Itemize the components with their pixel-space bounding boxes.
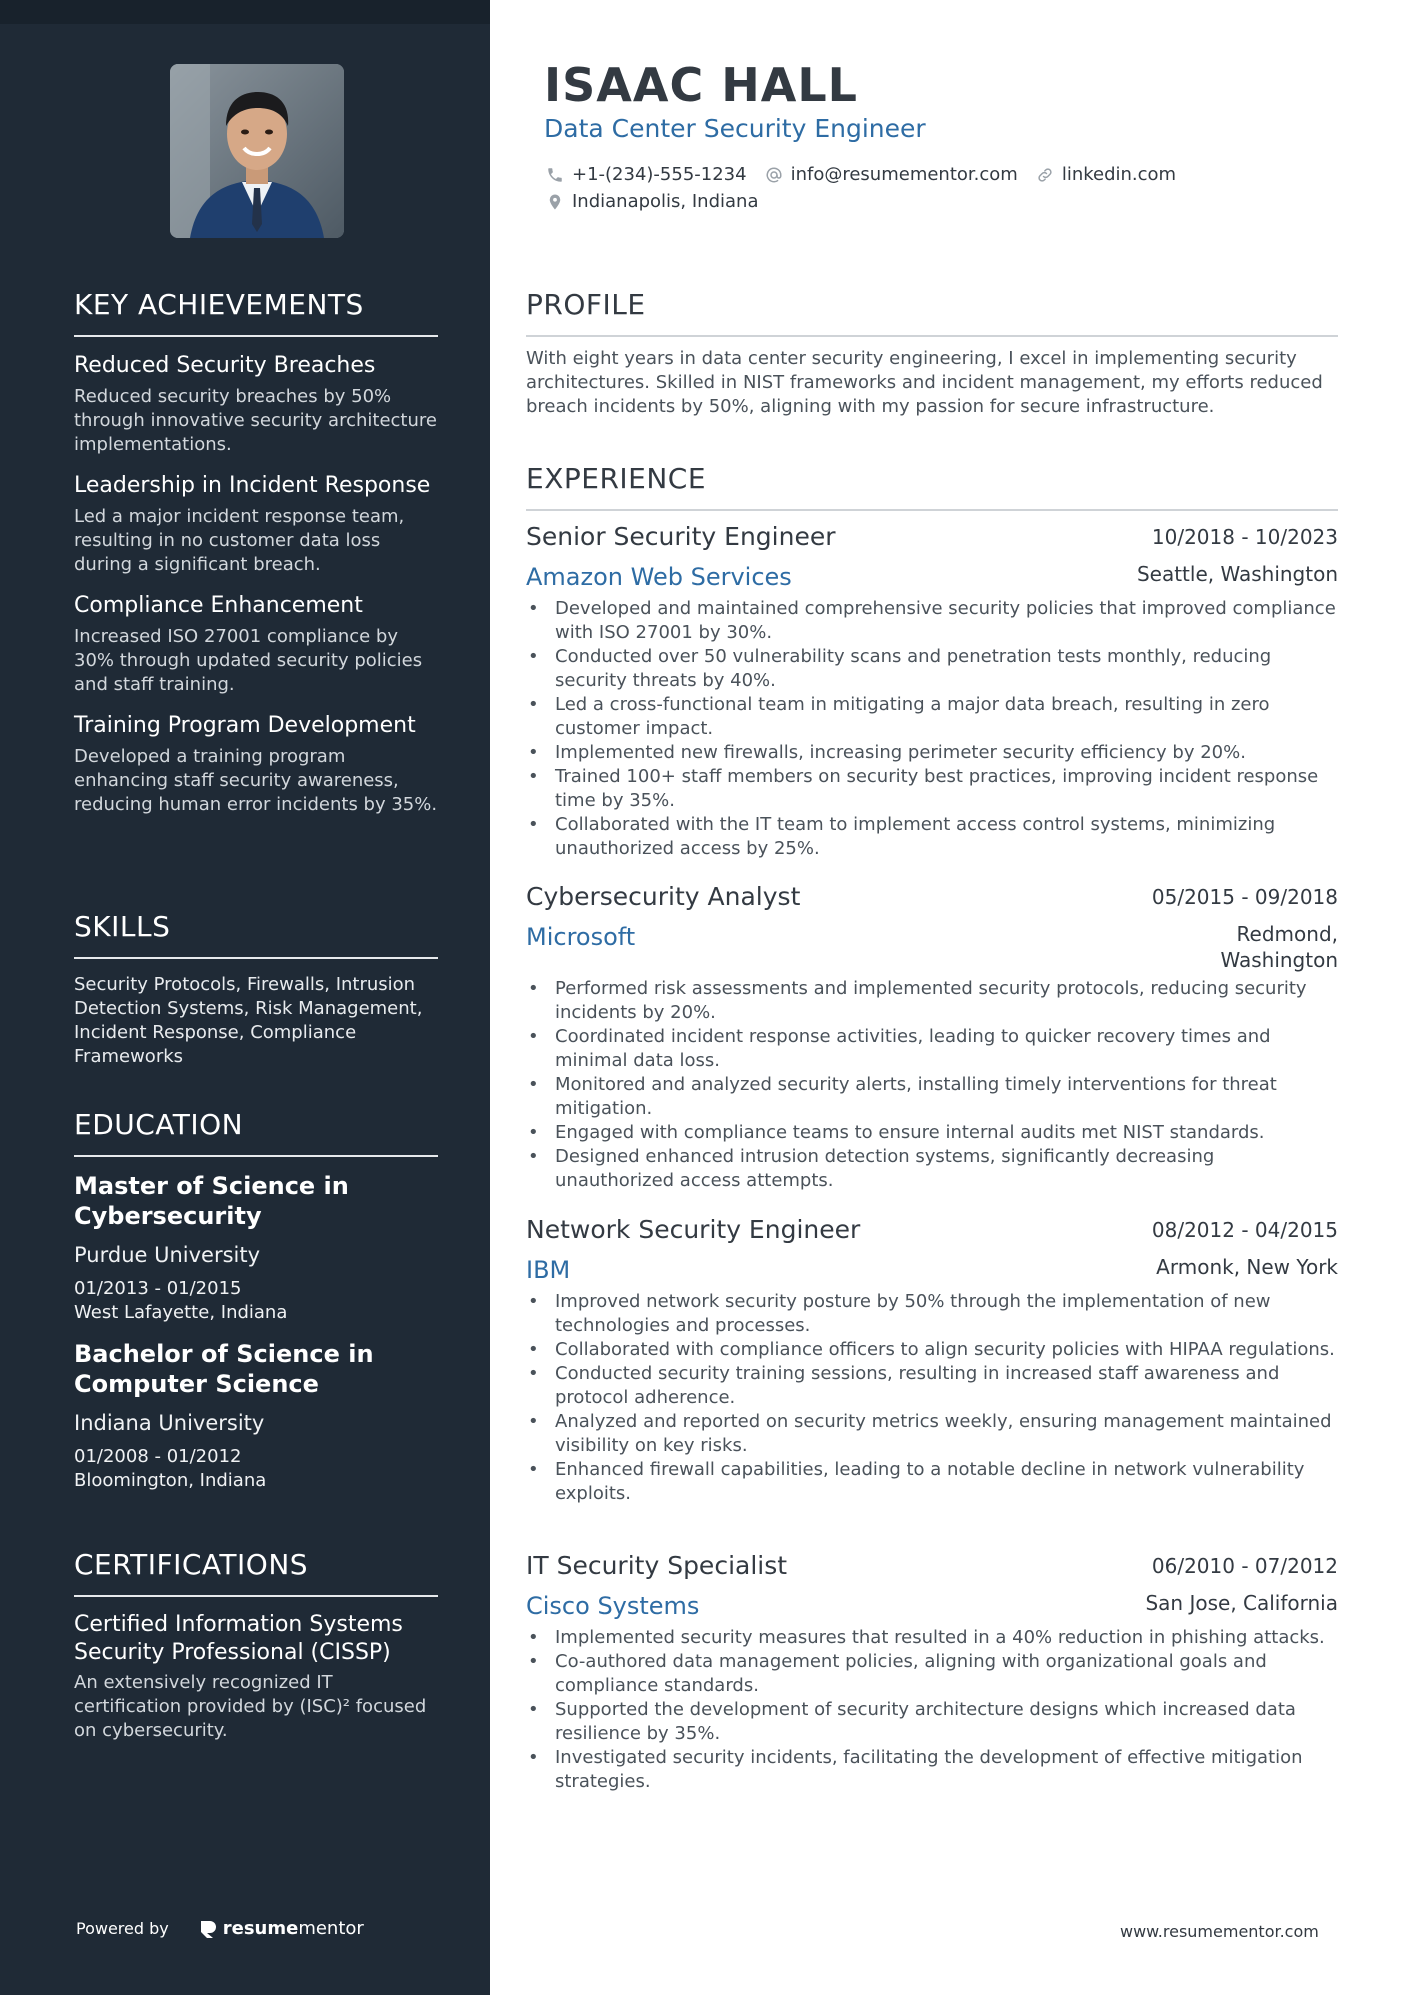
list-item: • Collaborated with the IT team to implement access control systems, minimizing unauthorized access by 25%.: [526, 813, 1338, 861]
job-location-line2: Washington: [1220, 948, 1338, 972]
achievement-desc: Increased ISO 27001 compliance by 30% through updated security policies and staff training.: [74, 626, 423, 695]
certification-item: [74, 1611, 438, 1743]
sidebar-top-band: [0, 0, 490, 24]
powered-by: [76, 1918, 364, 1939]
achievement-desc: Led a major incident response team, resulting in no customer data loss during a significant breach.: [74, 506, 405, 575]
list-item: • Led a cross-functional team in mitigating a major data breach, resulting in zero customer impact.: [526, 693, 1338, 741]
location-pin-icon: [546, 193, 564, 211]
achievements-heading: KEY ACHIEVEMENTS: [74, 288, 438, 337]
job-bullets: [526, 977, 1338, 1193]
profile-text: With eight years in data center security engineering, I excel in implementing security architectures. Skilled in NIST frameworks and incident management, my efforts reduced breach incidents by 50%, aligning with my passion for secure infrastructure.: [526, 348, 1323, 417]
achievement-title: Leadership in Incident Response: [74, 473, 431, 498]
footer-url[interactable]: www.resumementor.com: [1120, 1922, 1319, 1941]
location-row: [546, 191, 759, 212]
achievement-item: [74, 471, 438, 577]
list-item: • Conducted security training sessions, resulting in increased staff awareness and protocol adherence.: [526, 1362, 1338, 1410]
link-icon: [1036, 166, 1054, 184]
list-item: • Developed and maintained comprehensive security policies that improved compliance with ISO 27001 by 30%.: [526, 597, 1338, 645]
education-item: [74, 1171, 438, 1325]
job-entry: [526, 881, 1338, 1193]
achievement-title: Compliance Enhancement: [74, 593, 363, 618]
list-item: • Collaborated with compliance officers to align security policies with HIPAA regulations.: [526, 1338, 1338, 1362]
skills-list: Security Protocols, Firewalls, Intrusion Detection Systems, Risk Management, Incident Response, Compliance Frameworks: [74, 974, 423, 1067]
list-item: • Investigated security incidents, facilitating the development of effective mitigation strategies.: [526, 1746, 1338, 1794]
profile-photo: [170, 64, 344, 238]
education-school: Indiana University: [74, 1411, 265, 1435]
education-heading: EDUCATION: [74, 1108, 438, 1157]
resumementor-logo-icon: [199, 1919, 217, 1939]
sidebar: [0, 0, 490, 1995]
list-item: • Designed enhanced intrusion detection systems, significantly decreasing unauthorized access attempts.: [526, 1145, 1338, 1193]
achievement-item: [74, 591, 438, 697]
certification-desc: An extensively recognized IT certification provided by (ISC)² focused on cybersecurity.: [74, 1672, 427, 1741]
contact-row: [546, 164, 1176, 185]
candidate-name: ISAAC HALL: [544, 58, 858, 112]
education-location: Bloomington, Indiana: [74, 1470, 267, 1491]
education-item: [74, 1339, 438, 1493]
education-dates: 01/2013 - 01/2015: [74, 1278, 242, 1299]
list-item: • Improved network security posture by 50% through the implementation of new technologies and processes.: [526, 1290, 1338, 1338]
phone-icon: [546, 166, 564, 184]
list-item: • Monitored and analyzed security alerts, installing timely interventions for threat mitigation.: [526, 1073, 1338, 1121]
job-role: IT Security Specialist: [526, 1551, 788, 1580]
skills-heading: SKILLS: [74, 910, 438, 959]
job-dates: 10/2018 - 10/2023: [1151, 525, 1338, 549]
achievements-section: [74, 288, 438, 817]
achievement-item: [74, 351, 438, 457]
experience-section: [526, 462, 1338, 511]
profile-photo-image: [170, 64, 344, 238]
list-item: • Coordinated incident response activities, leading to quicker recovery times and minimal data loss.: [526, 1025, 1338, 1073]
list-item: • Implemented new firewalls, increasing perimeter security efficiency by 20%.: [526, 741, 1338, 765]
job-company: IBM: [526, 1256, 571, 1284]
job-role: Cybersecurity Analyst: [526, 882, 801, 911]
job-location: Armonk, New York: [1156, 1255, 1338, 1279]
phone-text[interactable]: +1-(234)-555-1234: [572, 164, 747, 185]
education-degree: Master of Science in Cybersecurity: [74, 1172, 349, 1230]
education-location: West Lafayette, Indiana: [74, 1302, 288, 1323]
linkedin-text[interactable]: linkedin.com: [1061, 164, 1177, 185]
job-role: Network Security Engineer: [526, 1215, 861, 1244]
experience-heading: EXPERIENCE: [526, 462, 1338, 511]
list-item: • Conducted over 50 vulnerability scans and penetration tests monthly, reducing security threats by 40%.: [526, 645, 1338, 693]
list-item: • Engaged with compliance teams to ensure internal audits met NIST standards.: [526, 1121, 1338, 1145]
list-item: • Enhanced firewall capabilities, leading to a notable decline in network vulnerability exploits.: [526, 1458, 1338, 1506]
email-text[interactable]: info@resumementor.com: [790, 164, 1018, 185]
brand-rest: mentor: [298, 1918, 364, 1939]
job-location-line1: Redmond,: [1236, 922, 1338, 946]
job-dates: 05/2015 - 09/2018: [1151, 885, 1338, 909]
achievement-title: Training Program Development: [74, 713, 416, 738]
achievement-title: Reduced Security Breaches: [74, 353, 376, 378]
achievement-desc: Developed a training program enhancing staff security awareness, reducing human error incidents by 35%.: [74, 746, 438, 815]
job-bullets: [526, 1290, 1338, 1506]
profile-section: [526, 288, 1338, 419]
job-entry: [526, 521, 1338, 861]
email-icon: [765, 166, 783, 184]
job-location: [1220, 921, 1338, 973]
job-company: Microsoft: [526, 923, 636, 951]
job-entry: [526, 1550, 1338, 1794]
job-location: San Jose, California: [1145, 1591, 1338, 1615]
list-item: • Supported the development of security architecture designs which increased data resilience by 35%.: [526, 1698, 1338, 1746]
job-company: Amazon Web Services: [526, 563, 792, 591]
candidate-title: Data Center Security Engineer: [544, 114, 926, 143]
certifications-heading: CERTIFICATIONS: [74, 1548, 438, 1597]
certification-title: Certified Information Systems Security Professional (CISSP): [74, 1612, 403, 1665]
list-item: • Analyzed and reported on security metrics weekly, ensuring management maintained visibility on key risks.: [526, 1410, 1338, 1458]
job-dates: 06/2010 - 07/2012: [1151, 1554, 1338, 1578]
job-location: Seattle, Washington: [1136, 562, 1338, 586]
list-item: • Implemented security measures that resulted in a 40% reduction in phishing attacks.: [526, 1626, 1338, 1650]
powered-by-label: Powered by: [76, 1919, 169, 1938]
job-role: Senior Security Engineer: [526, 522, 836, 551]
list-item: • Co-authored data management policies, aligning with organizational goals and compliance standards.: [526, 1650, 1338, 1698]
profile-heading: PROFILE: [526, 288, 1338, 337]
job-bullets: [526, 1626, 1338, 1794]
brand-logo[interactable]: [199, 1918, 364, 1939]
job-dates: 08/2012 - 04/2015: [1151, 1218, 1338, 1242]
job-bullets: [526, 597, 1338, 861]
achievement-item: [74, 711, 438, 817]
location-text: Indianapolis, Indiana: [572, 191, 759, 212]
certifications-section: [74, 1548, 438, 1743]
education-section: [74, 1108, 438, 1493]
achievement-desc: Reduced security breaches by 50% through innovative security architecture implementations.: [74, 386, 437, 455]
list-item: • Trained 100+ staff members on security best practices, improving incident response time by 35%.: [526, 765, 1338, 813]
education-degree: Bachelor of Science in Computer Science: [74, 1340, 374, 1398]
education-dates: 01/2008 - 01/2012: [74, 1446, 242, 1467]
brand-bold: resume: [222, 1918, 299, 1939]
job-company: Cisco Systems: [526, 1592, 700, 1620]
job-entry: [526, 1214, 1338, 1506]
list-item: • Performed risk assessments and implemented security protocols, reducing security incidents by 20%.: [526, 977, 1338, 1025]
skills-section: [74, 910, 438, 1069]
education-school: Purdue University: [74, 1243, 261, 1267]
